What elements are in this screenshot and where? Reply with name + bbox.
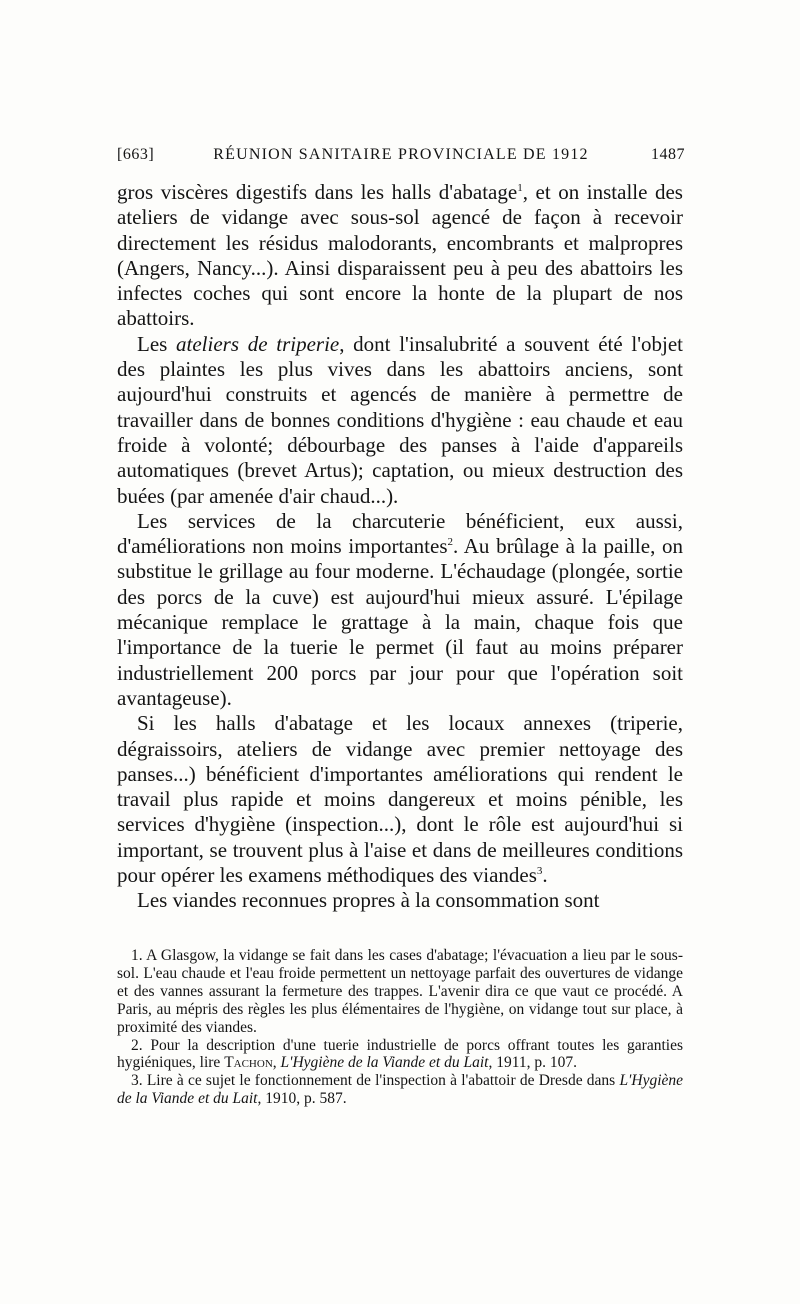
header-title: RÉUNION SANITAIRE PROVINCIALE DE 1912 — [213, 146, 589, 163]
footnote-3-citation: , 1910, p. 587. — [257, 1090, 347, 1108]
paragraph-1-text: gros viscères digestifs dans les halls d'abatage — [117, 180, 518, 204]
footnote-3-journal: L'Hygiène de la Viande et du Lait — [117, 1072, 684, 1108]
footnote-ref-2: 2 — [447, 536, 454, 549]
paragraph-4-text-continued: . — [542, 863, 548, 888]
footnote-2-citation: , 1911, p. 107. — [488, 1054, 578, 1072]
paragraph-2 — [117, 332, 683, 509]
footnote-3 — [117, 1072, 683, 1108]
footnote-2-journal: L'Hygiène de la Viande et du Lait — [280, 1054, 489, 1072]
page-number: 1487 — [651, 146, 685, 163]
footnote-2-author: Tachon — [224, 1054, 273, 1072]
footnote-2-text: 2. Pour la description d'une tuerie industrielle de porcs offrant toutes les garanties hygiéniques, lire — [117, 1036, 683, 1072]
footnote-1-text: 1. A Glasgow, la vidange se fait dans les cases d'abatage; l'évacuation a lieu par le sous-sol. L'eau chaude et l'eau froide permettent un nettoyage parfait des ouvertures de vidange et des vannes assurant la fermeture des trappes. L'avenir dira ce que vaut ce procédé. A Paris, au mépris des règles les plus élémentaires de l'hygiène, on vidange tout sur place, à proximité des viandes. — [117, 947, 683, 1036]
paragraph-3-text-continued: . Au brûlage à la paille, on substitue le grillage au four moderne. L'échaudage (plongée, sortie des porcs de la cuve) est aujourd'hui mieux assuré. L'épilage mécanique remplace le grattage à la main, chaque fois que l'importance de la tuerie le permet (il faut au moins préparer industriellement 200 porcs par jour pour que l'opération soit avantageuse). — [117, 534, 683, 710]
footnote-ref-1: 1 — [517, 182, 523, 194]
paragraph-3 — [117, 509, 683, 711]
paragraph-4-text: Si les halls d'abatage et les locaux annexes (triperie, dégraissoirs, ateliers de vidange avec premier nettoyage des panses...) bénéficient d'importantes améliorations qui rendent le travail plus rapide et moins dangereux et moins pénible, les services d'hygiène (inspection...), dont le rôle est aujourd'hui si important, se trouvent plus à l'aise et dans de meilleures conditions pour opérer les examens méthodiques des viandes — [117, 711, 683, 888]
paragraph-4 — [117, 711, 683, 888]
paragraph-1-text-continued: , et on installe des ateliers de vidange avec sous-sol agencé de façon à recevoir directement les résidus malodorants, encombrants et malpropres (Angers, Nancy...). Ainsi disparaissent peu à peu des abattoirs les infectes coches qui sont encore la honte de la plupart de nos abattoirs. — [117, 180, 683, 331]
running-header — [117, 146, 685, 170]
paragraph-2-text: , dont l'insalubrité a souvent été l'objet des plaintes les plus vives dans les abattoirs anciens, sont aujourd'hui construits et agencés de manière à permettre de travailler dans de bonnes conditions d'hygiène : eau chaude et eau froide à volonté; débourbage des panses à l'aide d'appareils automatiques (brevet Artus); captation, ou mieux destruction des buées (par amenée d'air chaud...). — [117, 331, 683, 508]
footnote-1 — [117, 947, 683, 1037]
paragraph-5 — [117, 888, 683, 913]
footnotes — [117, 947, 683, 1108]
footnote-3-text: 3. Lire à ce sujet le fonctionnement de l'inspection à l'abattoir de Dresde dans — [131, 1072, 616, 1090]
header-reference: [663] — [117, 146, 155, 163]
paragraph-2-emphasis: ateliers de triperie — [176, 331, 340, 356]
paragraph-3-text: Les services de la charcuterie bénéficient, eux aussi, d'améliorations non moins importantes — [117, 508, 683, 559]
main-text — [117, 180, 683, 914]
paragraph-2-lead: Les — [137, 331, 168, 356]
footnote-2-separator: , — [272, 1054, 277, 1072]
footnote-2 — [117, 1037, 683, 1073]
paragraph-5-text: Les viandes reconnues propres à la consommation sont — [137, 888, 600, 913]
paragraph-1 — [117, 180, 683, 332]
footnote-ref-3: 3 — [536, 865, 543, 878]
